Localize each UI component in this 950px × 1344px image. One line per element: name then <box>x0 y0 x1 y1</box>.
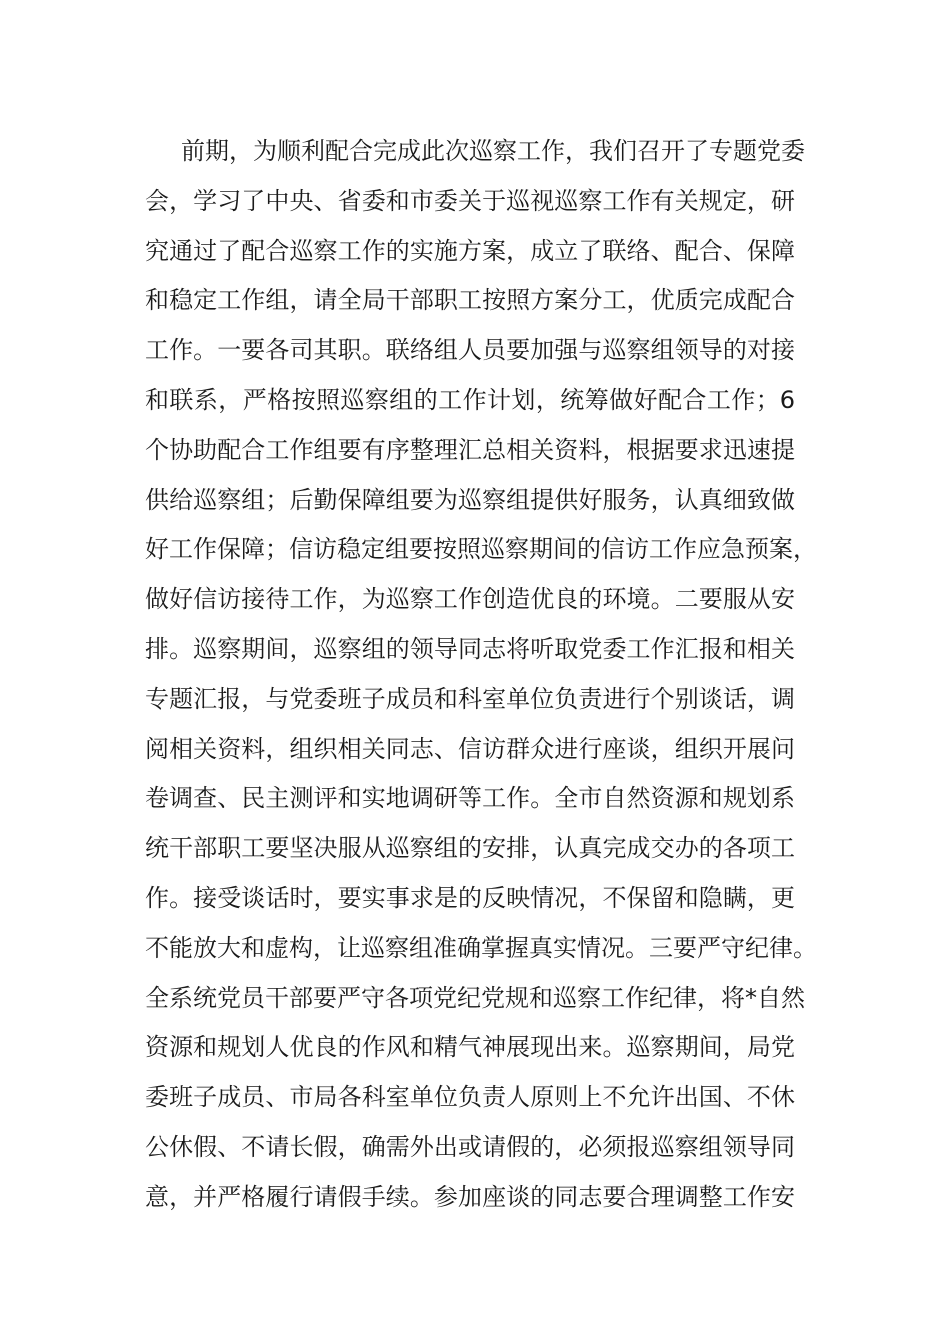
paragraph-line-12: 专题汇报，与党委班子成员和科室单位负责进行个别谈话，调 <box>145 684 795 713</box>
paragraph-line-13: 阅相关资料，组织相关同志、信访群众进行座谈，组织开展问 <box>145 734 795 763</box>
paragraph-line-14: 卷调查、民主测评和实地调研等工作。全市自然资源和规划系 <box>145 784 795 813</box>
paragraph-line-3: 究通过了配合巡察工作的实施方案，成立了联络、配合、保障 <box>145 236 795 265</box>
paragraph-line-16: 作。接受谈话时，要实事求是的反映情况，不保留和隐瞒，更 <box>145 883 795 912</box>
paragraph-line-2: 会，学习了中央、省委和市委关于巡视巡察工作有关规定，研 <box>145 186 795 215</box>
paragraph-line-9: 好工作保障；信访稳定组要按照巡察期间的信访工作应急预案， <box>145 535 817 564</box>
paragraph-line-7: 个协助配合工作组要有序整理汇总相关资料，根据要求迅速提 <box>145 435 795 464</box>
paragraph-line-10: 做好信访接待工作，为巡察工作创造优良的环境。二要服从安 <box>145 585 795 614</box>
paragraph-line-20: 委班子成员、市局各科室单位负责人原则上不允许出国、不休 <box>145 1083 795 1112</box>
paragraph-line-19: 资源和规划人优良的作风和精气神展现出来。巡察期间，局党 <box>145 1033 795 1062</box>
paragraph-line-22: 意，并严格履行请假手续。参加座谈的同志要合理调整工作安 <box>145 1182 795 1211</box>
paragraph-line-4: 和稳定工作组，请全局干部职工按照方案分工，优质完成配合 <box>145 286 795 315</box>
paragraph-line-11: 排。巡察期间，巡察组的领导同志将听取党委工作汇报和相关 <box>145 634 795 663</box>
paragraph-line-21: 公休假、不请长假，确需外出或请假的，必须报巡察组领导同 <box>145 1132 795 1161</box>
paragraph-line-17: 不能放大和虚构，让巡察组准确掌握真实情况。三要严守纪律。 <box>145 933 817 962</box>
body-paragraph <box>145 127 817 1223</box>
paragraph-line-5: 工作。一要各司其职。联络组人员要加强与巡察组领导的对接 <box>145 336 795 365</box>
paragraph-line-6: 和联系，严格按照巡察组的工作计划，统筹做好配合工作；6 <box>145 385 795 414</box>
paragraph-line-8: 供给巡察组；后勤保障组要为巡察组提供好服务，认真细致做 <box>145 485 795 514</box>
paragraph-line-15: 统干部职工要坚决服从巡察组的安排，认真完成交办的各项工 <box>145 834 795 863</box>
paragraph-line-18: 全系统党员干部要严守各项党纪党规和巡察工作纪律，将*自然 <box>145 983 805 1012</box>
paragraph-line-1: 前期，为顺利配合完成此次巡察工作，我们召开了专题党委 <box>181 137 805 165</box>
